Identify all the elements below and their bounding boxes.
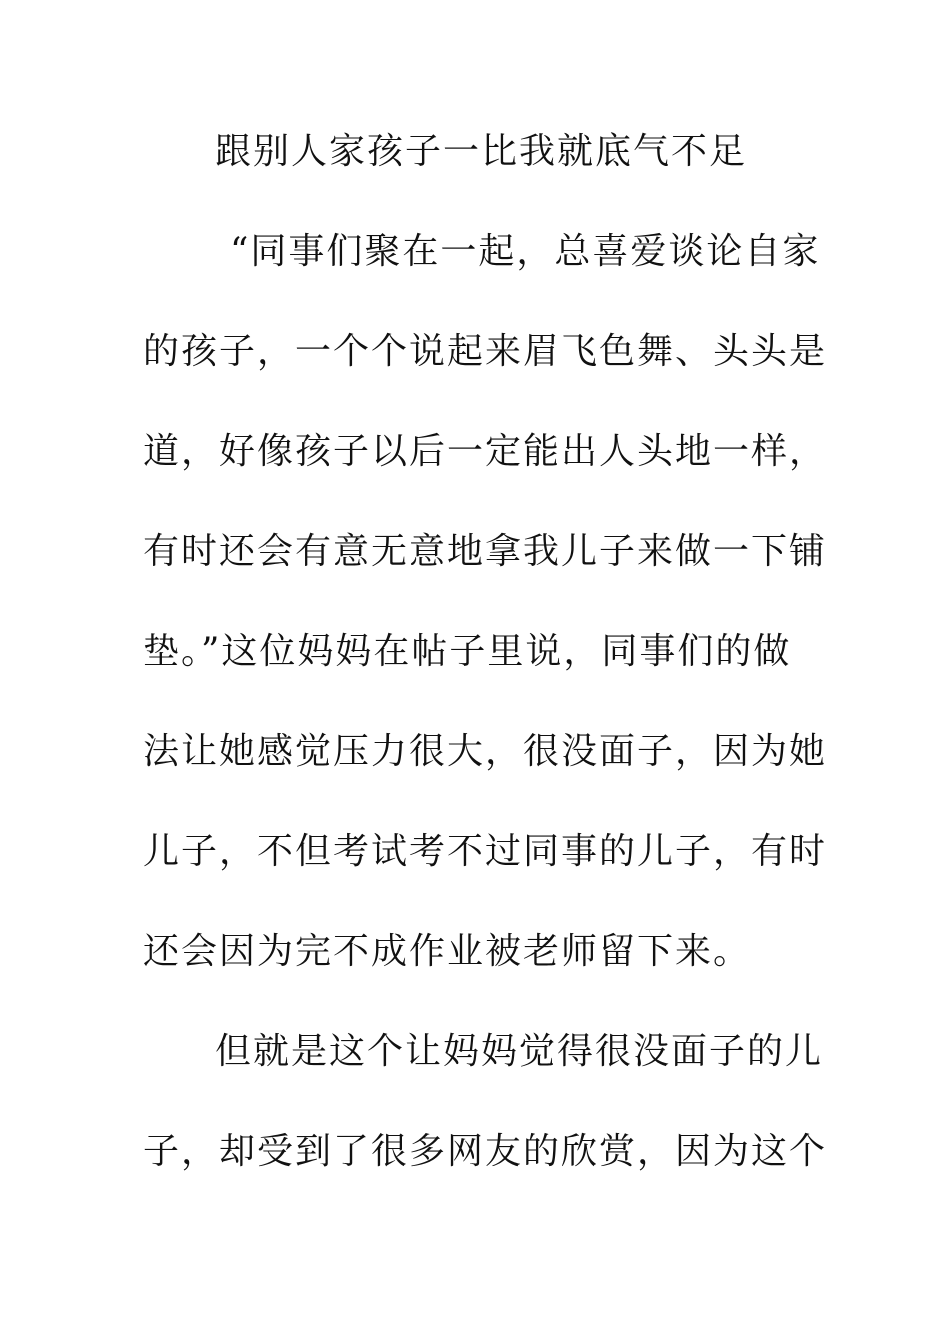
paragraph-line: 垫。”这位妈妈在帖子里说，同事们的做 xyxy=(143,631,792,672)
paragraph-line: 道，好像孩子以后一定能出人头地一样， xyxy=(143,431,828,472)
paragraph-line: 但就是这个让妈妈觉得很没面子的儿 xyxy=(215,1031,824,1072)
paragraph-line: 子，却受到了很多网友的欣赏，因为这个 xyxy=(143,1131,828,1172)
paragraph-line: 儿子，不但考试考不过同事的儿子，有时 xyxy=(143,831,828,872)
paragraph-line: 还会因为完不成作业被老师留下来。 xyxy=(143,931,752,972)
paragraph-line: 法让她感觉压力很大，很没面子，因为她 xyxy=(143,731,828,772)
paragraph-line: 有时还会有意无意地拿我儿子来做一下铺 xyxy=(143,531,828,572)
paragraph-line: “同事们聚在一起，总喜爱谈论自家 xyxy=(230,231,821,272)
document-title: 跟别人家孩子一比我就底气不足 xyxy=(215,131,748,172)
paragraph-line: 的孩子，一个个说起来眉飞色舞、头头是 xyxy=(143,331,828,372)
